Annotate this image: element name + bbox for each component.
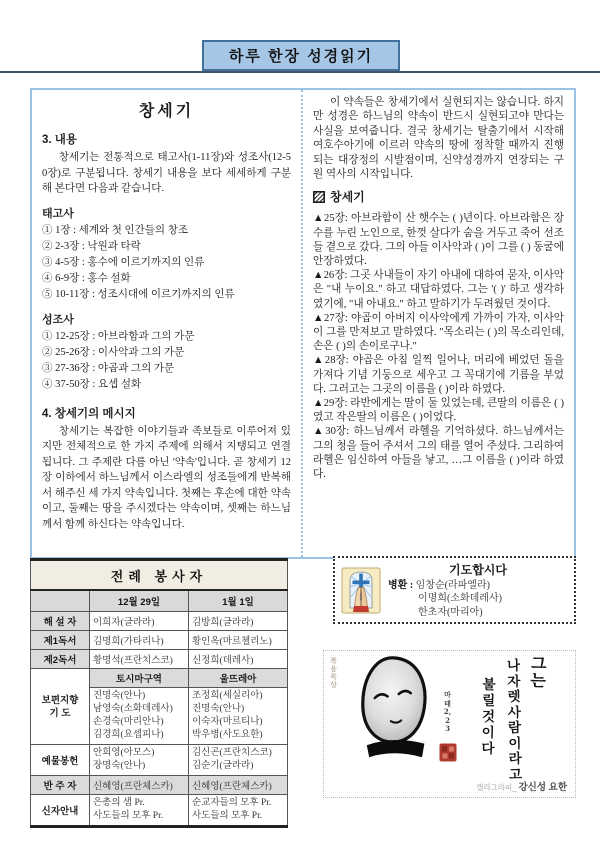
taegosa-heading: 태고사 <box>42 207 74 220</box>
volunteer-table <box>30 558 288 828</box>
col-header-empty <box>31 590 90 612</box>
quiz-item: ▲27장: 야곱이 아버지 이사악에게 가까이 가자, 이사악이 그를 만져보고 말하였다. "목소리는 ( )의 목소리인데, 손은 ( )의 손이로구나." <box>313 312 564 353</box>
quiz-item: ▲26장: 그곳 사내들이 자기 아내에 대하여 묻자, 이사악은 "내 누이요." 하고 대답하였다. 그는 '( )' 하고 생각하였기에, "내 아내요." 하고 말하기가 두려웠던 것이다. <box>313 270 564 310</box>
table-header-row <box>31 590 288 612</box>
right-intro: 이 약속들은 창세기에서 실현되지는 않습니다. 하지만 성경은 하느님의 약속이 반드시 실현되고야 만다는 사실을 보여줍니다. 결국 창세기는 탈출기에서 시작해 여호수아기에 이르러 약속의 땅에 정착할 때까지 진행되는 대장정의 시발점이며, 신약성경까지 연장되는 구원 역사의 시작입니다. <box>313 97 564 181</box>
list-item: ② 25-26장 : 이사악과 그의 가문 <box>42 346 185 358</box>
list-item: ④ 6-9장 : 홍수 설화 <box>42 272 131 284</box>
table-title-row <box>31 560 288 591</box>
prayer-box <box>333 556 576 624</box>
section3-heading: 3. 내용 <box>42 134 78 146</box>
section4-body: 창세기는 복잡한 이야기들과 족보들로 이루어져 있지만 전체적으로 한 가지 주제에 의해서 지탱되고 연결됩니다. 그 주제란 다름 아닌 '약속'입니다. 곧 창세기 12장 이하에서 하느님께서 이스라엘의 성조들에게 반복해서 해주신 세 가지 약속입니다. 첫째는 후손에 대한 약속이고, 둘째는 땅을 주시겠다는 약속이며, 셋째는 하느님께서 함께 하신다는 약속입니다. <box>42 425 291 530</box>
prayer-label: 병환 : <box>388 579 414 591</box>
row-label: 보편지향 기 도 <box>31 669 90 745</box>
cell: 황명석(프란치스코) <box>90 650 189 669</box>
quiz-item: ▲28장: 야곱은 아침 일찍 일어나, 머리에 베었던 돌을 가져다 기념 기둥으로 세우고 그 꼭대기에 기름을 부었다. 그러고는 그곳의 이름을 ( )이라 하였다. <box>313 355 564 395</box>
table-row <box>31 650 288 669</box>
prayer-title: 기도합시다 <box>449 562 507 577</box>
cell: 신혜영(프란체스카) <box>189 776 288 795</box>
list-item: ① 1장 : 세계와 첫 인간들의 창조 <box>42 224 188 236</box>
row-label: 제1독서 <box>31 631 90 650</box>
table-row <box>31 795 288 827</box>
calligraphy-side-label: 복음묵상 <box>330 657 337 689</box>
cell: 신혜영(프란체스카) <box>90 776 189 795</box>
group-cell: 토시마구역 <box>90 669 189 688</box>
caption-prefix: 캘리그라피_ <box>476 783 517 792</box>
quiz-item: ▲29장: 라반에게는 딸이 둘 있었는데, 큰딸의 이름은 ( )였고 작은딸의 이름은 ( )이었다. <box>313 398 564 424</box>
row-label: 제2독서 <box>31 650 90 669</box>
list-item: ③ 27-36장 : 야곱과 그의 가문 <box>42 362 175 374</box>
calligraphy-box <box>323 650 576 798</box>
cell: 순교자들의 모후 Pr. 사도들의 모후 Pr. <box>189 795 288 827</box>
quiz-heading: 창세기 <box>330 190 365 205</box>
cell: 김방희(글라라) <box>189 612 288 631</box>
cell: 조정희(세실리아) 진명숙(안나) 이숙자(마르티나) 박우병(사도요한) <box>189 688 288 745</box>
calligraphy-caption <box>476 779 567 793</box>
verse-reference: 마태2,23 <box>443 690 452 733</box>
table-row <box>31 745 288 776</box>
prayer-content <box>388 561 568 620</box>
caption-artist: 강신성 요한 <box>518 782 567 793</box>
quiz-heading-row <box>313 188 564 205</box>
hatched-square-icon <box>313 191 325 203</box>
prayer-line <box>388 579 568 593</box>
cell: 김신곤(프란치스코) 김순기(글라라) <box>189 745 288 776</box>
prayer-name: 임창순(라파엘라) <box>415 579 490 591</box>
table-row <box>31 612 288 631</box>
praying-hands-icon <box>341 567 381 614</box>
page-header-title: 하루 한장 성경읽기 <box>228 48 374 65</box>
cell: 김명희(가타리나) <box>90 631 189 650</box>
col-header-dec29: 12월 29일 <box>90 590 189 612</box>
article-right-column <box>303 90 574 557</box>
cell: 안희영(아모스) 장명숙(안나) <box>90 745 189 776</box>
header-rule <box>0 71 600 73</box>
quiz-item: ▲25장: 아브라함이 산 햇수는 ( )년이다. 아브라함은 장수를 누린 노인으로, 한껏 살다가 숨을 거두고 죽어 선조들 곁으로 갔다. 그의 아들 이사악과 ( )이 그를 ( ) 동굴에 안장하였다. <box>313 213 564 268</box>
prayer-name: 이명희(소화데레사) <box>418 593 502 605</box>
table-title: 전례 봉사자 <box>31 560 288 591</box>
row-label: 신자안내 <box>31 795 90 827</box>
table-row <box>31 669 288 688</box>
verse-column: 그는 <box>530 653 547 691</box>
table-row <box>31 776 288 795</box>
table-row <box>31 631 288 650</box>
list-item: ① 12-25장 : 아브라함과 그의 가문 <box>42 330 195 342</box>
cell: 진명숙(안나) 남영숙(소화데레사) 손경숙(마리안나) 김경희(요셉피나) <box>90 688 189 745</box>
row-label: 반 주 자 <box>31 776 90 795</box>
cell: 이희자(글라라) <box>90 612 189 631</box>
prayer-name: 한초자(마리아) <box>418 606 483 618</box>
list-item: ③ 4-5장 : 홍수에 이르기까지의 인류 <box>42 256 205 268</box>
col-header-jan1: 1월 1일 <box>189 590 288 612</box>
section4-heading: 4. 창세기의 메시지 <box>42 407 136 420</box>
cell: 신정희(데레사) <box>189 650 288 669</box>
row-label: 예물봉헌 <box>31 745 90 776</box>
ink-face-illustration <box>346 654 442 758</box>
section3-intro: 창세기는 전통적으로 태고사(1-11장)와 성조사(12-50장)로 구분됩니다. 창세기 내용을 보다 세세하게 구분해 본다면 다음과 같습니다. <box>42 152 291 194</box>
list-item: ⑤ 10-11장 : 성조시대에 이르기까지의 인류 <box>42 288 235 300</box>
row-label: 해 설 자 <box>31 612 90 631</box>
group-cell: 울뜨레아 <box>189 669 288 688</box>
cell: 은총의 샘 Pr. 사도들의 모후 Pr. <box>90 795 189 827</box>
list-item: ② 2-3장 : 낙원과 타락 <box>42 240 141 252</box>
article-title: 창세기 <box>138 103 195 120</box>
article-left-column <box>32 90 303 557</box>
list-item: ④ 37-50장 : 요셉 설화 <box>42 378 142 390</box>
red-seal-stamp <box>439 743 457 762</box>
quiz-item: ▲30장: 하느님께서 라헬을 기억하셨다. 하느님께서는 그의 청을 들어 주셔서 그의 태를 열어 주셨다. 그리하여 라헬은 임신하여 아들을 낳고, …그 이름을 ( )이라 하였다. <box>313 426 564 481</box>
verse-column: 나자렛사람이라고 <box>506 657 523 783</box>
seongjosa-heading: 성조사 <box>42 313 74 326</box>
page-header <box>202 40 400 71</box>
cell: 황인옥(마르첼리노) <box>189 631 288 650</box>
verse-column: 불릴것이다 <box>481 676 496 758</box>
article-box <box>30 88 576 559</box>
